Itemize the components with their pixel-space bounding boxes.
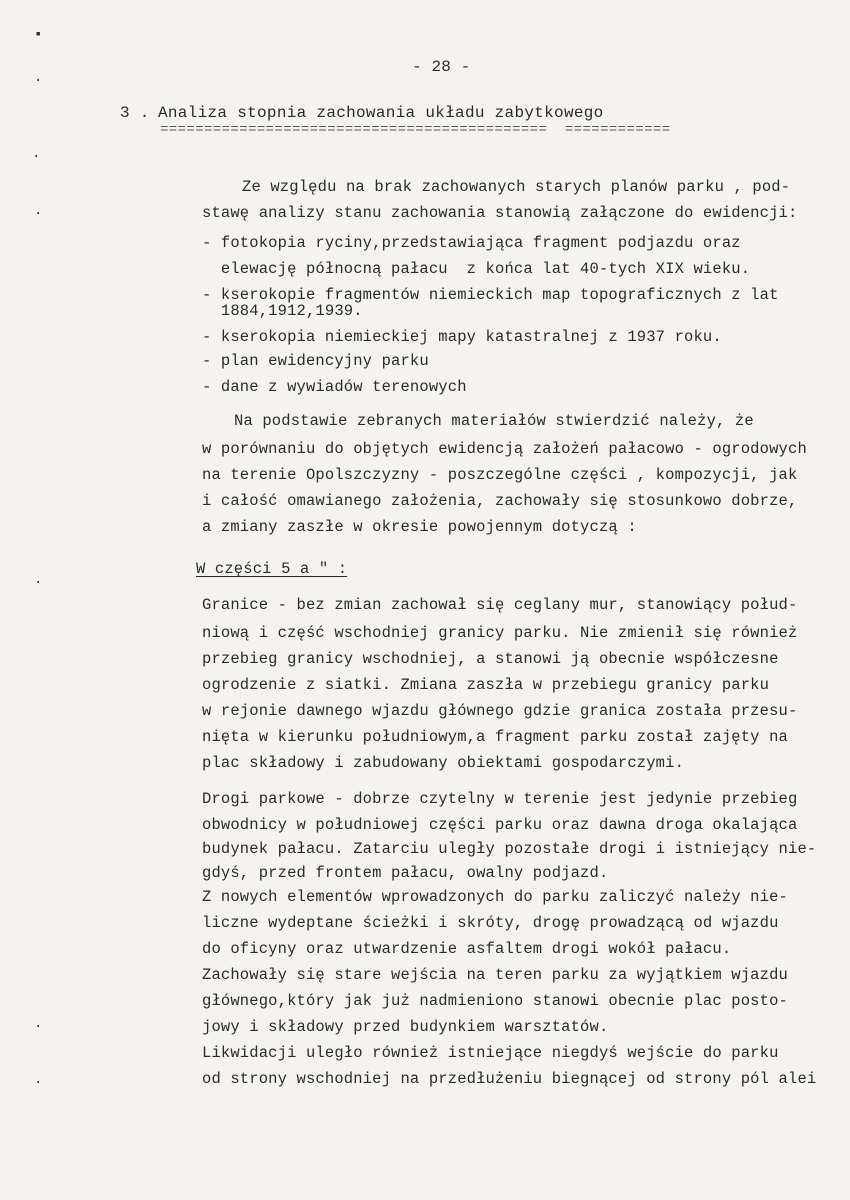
text-line: stawę analizy stanu zachowania stanowią załączone do ewidencji: — [202, 204, 798, 222]
list-item: elewację północną pałacu z końca lat 40-tych XIX wieku. — [202, 260, 751, 278]
text-line: Likwidacji uległo również istniejące niegdyś wejście do parku — [202, 1044, 779, 1062]
margin-mark: ▪ — [34, 27, 43, 43]
text-line: do oficyny oraz utwardzenie asfaltem drogi wokół pałacu. — [202, 940, 732, 958]
margin-mark: · — [32, 149, 41, 165]
text-line: Z nowych elementów wprowadzonych do parku zaliczyć należy nie- — [202, 888, 788, 906]
text-line: nięta w kierunku południowym,a fragment parku został zajęty na — [202, 728, 788, 746]
text-line: Ze względu na brak zachowanych starych planów parku , pod- — [242, 178, 791, 196]
text-line: w porównaniu do objętych ewidencją założeń pałacowo - ogrodowych — [202, 440, 807, 458]
text-line: jowy i składowy przed budynkiem warsztatów. — [202, 1018, 609, 1036]
text-line: obwodnicy w południowej części parku oraz dawna droga okalająca — [202, 816, 798, 834]
text-line: przebieg granicy wschodniej, a stanowi ją obecnie współczesne — [202, 650, 779, 668]
margin-mark: · — [34, 206, 43, 222]
text-line: w rejonie dawnego wjazdu głównego gdzie granica została przesu- — [202, 702, 798, 720]
heading-underline: ============================================ ============ — [160, 122, 671, 138]
text-line: Drogi parkowe - dobrze czytelny w terenie jest jedynie przebieg — [202, 790, 798, 808]
text-line: Zachowały się stare wejścia na teren parku za wyjątkiem wjazdu — [202, 966, 788, 984]
list-item: - plan ewidencyjny parku — [202, 352, 429, 370]
text-line: plac składowy i zabudowany obiektami gospodarczymi. — [202, 754, 685, 772]
list-item: - fotokopia ryciny,przedstawiająca fragment podjazdu oraz — [202, 234, 741, 252]
subsection-heading: W części 5 a " : — [196, 560, 348, 578]
text-line: niową i część wschodniej granicy parku. Nie zmienił się również — [202, 624, 798, 642]
text-line: od strony wschodniej na przedłużeniu biegnącej od strony pól alei — [202, 1070, 817, 1088]
margin-mark: · — [34, 73, 43, 89]
list-item: - kserokopia niemieckiej mapy katastralnej z 1937 roku. — [202, 328, 722, 346]
list-item: - kserokopie fragmentów niemieckich map topograficznych z lat — [202, 286, 779, 304]
text-line: a zmiany zaszłe w okresie powojennym dotyczą : — [202, 518, 637, 536]
section-number: 3 . — [120, 104, 150, 122]
text-line: budynek pałacu. Zatarciu uległy pozostałe drogi i istniejący nie- — [202, 840, 817, 858]
section-title: Analiza stopnia zachowania układu zabytkowego — [158, 104, 604, 122]
margin-mark: · — [34, 1019, 43, 1035]
text-line: i całość omawianego założenia, zachowały się stosunkowo dobrze, — [202, 492, 798, 510]
list-item: 1884,1912,1939. — [202, 302, 363, 320]
text-line: Na podstawie zebranych materiałów stwierdzić należy, że — [234, 412, 754, 430]
text-line: na terenie Opolszczyzny - poszczególne części , kompozycji, jak — [202, 466, 798, 484]
margin-mark: · — [34, 575, 43, 591]
list-item: - dane z wywiadów terenowych — [202, 378, 467, 396]
page-number: - 28 - — [412, 58, 471, 76]
text-line: gdyś, przed frontem pałacu, owalny podjazd. — [202, 864, 609, 882]
text-line: ogrodzenie z siatki. Zmiana zaszła w przebiegu granicy parku — [202, 676, 770, 694]
text-line: liczne wydeptane ścieżki i skróty, drogę prowadzącą od wjazdu — [202, 914, 779, 932]
margin-mark: · — [34, 1075, 43, 1091]
text-line: głównego,który jak już nadmieniono stanowi obecnie plac posto- — [202, 992, 788, 1010]
text-line: Granice - bez zmian zachował się ceglany mur, stanowiący połud- — [202, 596, 798, 614]
